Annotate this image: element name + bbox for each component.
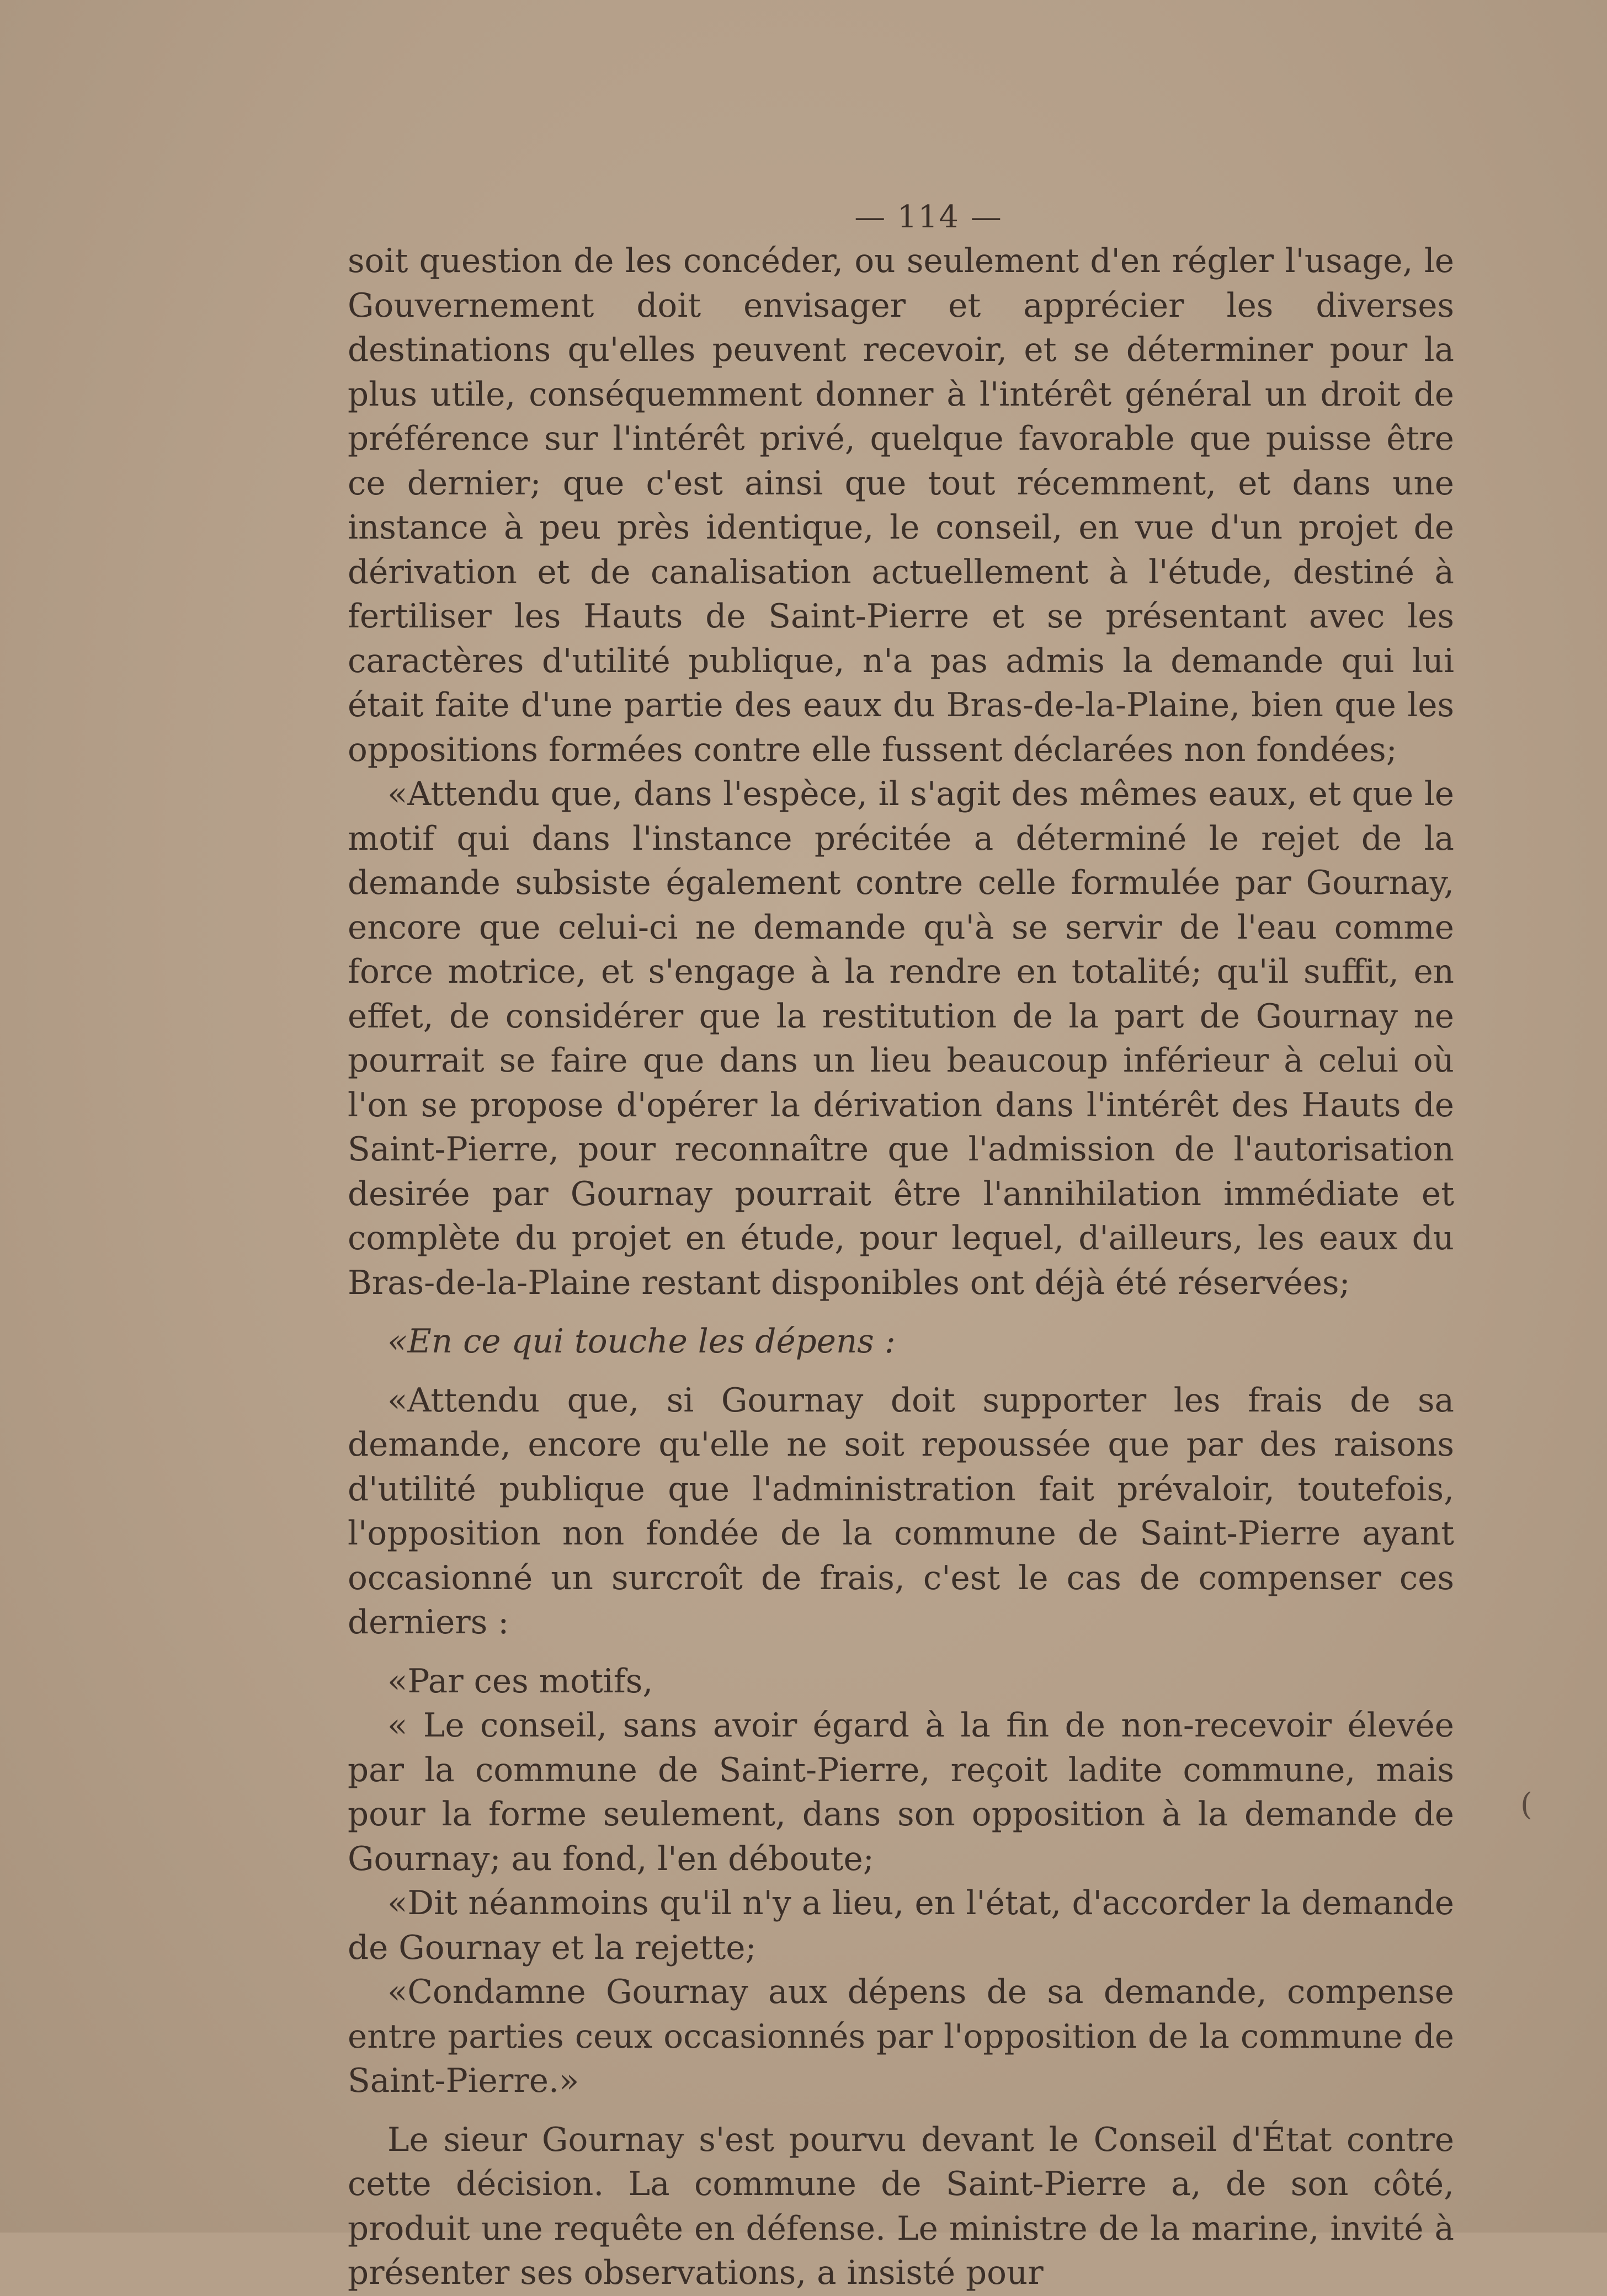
margin-mark: ( (1520, 1787, 1532, 1823)
paragraph-motifs: «Par ces motifs, (387, 1662, 653, 1701)
paragraph-depens-heading: «En ce qui touche les dépens : (387, 1323, 896, 1361)
paragraph-pourvoi: Le sieur Gournay s'est pourvu devant le Conseil d'État contre cette décision. La commune de Saint-Pierre a, de son côté, produit une requête en défense. Le ministre de la marine, invité à présenter ses observations, a insisté pour (348, 2121, 1454, 2292)
paragraph-attendu-2: «Attendu que, si Gournay doit supporter les frais de sa demande, encore qu'elle ne soit repoussée que par des raisons d'utilité publique que l'administration fait prévaloir, toutefois, l'opposition non fondée de la commune de Saint-Pierre ayant occasionné un surcroît de frais, c'est le cas de compenser ces derniers : (348, 1381, 1454, 1642)
paragraph-condamne: «Condamne Gournay aux dépens de sa demande, compense entre parties ceux occasionnés par l'opposition de la commune de Saint-Pierre.» (348, 1973, 1454, 2100)
paragraph-conseil: « Le conseil, sans avoir égard à la fin de non-recevoir élevée par la commune de Saint-Pierre, reçoit ladite commune, mais pour la forme seulement, dans son opposition à la demande de Gournay; au fond, l'en déboute; (348, 1707, 1454, 1878)
text-block (348, 199, 1454, 2296)
page-number: — 114 — (854, 199, 1003, 235)
paragraph-dit: «Dit néanmoins qu'il n'y a lieu, en l'état, d'accorder la demande de Gournay et la rejette; (348, 1884, 1454, 1967)
paragraph-continuation: soit question de les concéder, ou seulement d'en régler l'usage, le Gouvernement doit envisager et apprécier les diverses destinations qu'elles peuvent recevoir, et se déterminer pour la plus utile, conséquemment donner à l'intérêt général un droit de préférence sur l'intérêt privé, quelque favorable que puisse être ce dernier; que c'est ainsi que tout récemment, et dans une instance à peu près identique, le conseil, en vue d'un projet de dérivation et de canalisation actuellement à l'étude, destiné à fertiliser les Hauts de Saint-Pierre et se présentant avec les caractères d'utilité publique, n'a pas admis la demande qui lui était faite d'une partie des eaux du Bras-de-la-Plaine, bien que les oppositions formées contre elle fussent déclarées non fondées; (348, 242, 1454, 769)
paragraph-attendu-1: «Attendu que, dans l'espèce, il s'agit des mêmes eaux, et que le motif qui dans l'instance précitée a déterminé le rejet de la demande subsiste également contre celle formulée par Gournay, encore que celui-ci ne demande qu'à se servir de l'eau comme force motrice, et s'engage à la rendre en totalité; qu'il suffit, en effet, de considérer que la restitution de la part de Gournay ne pourrait se faire que dans un lieu beaucoup inférieur à celui où l'on se propose d'opérer la dérivation dans l'intérêt des Hauts de Saint-Pierre, pour reconnaître que l'admission de l'autorisation desirée par Gournay pourrait être l'annihilation immédiate et complète du projet en étude, pour lequel, d'ailleurs, les eaux du Bras-de-la-Plaine restant disponibles ont déjà été réservées; (348, 775, 1454, 1302)
